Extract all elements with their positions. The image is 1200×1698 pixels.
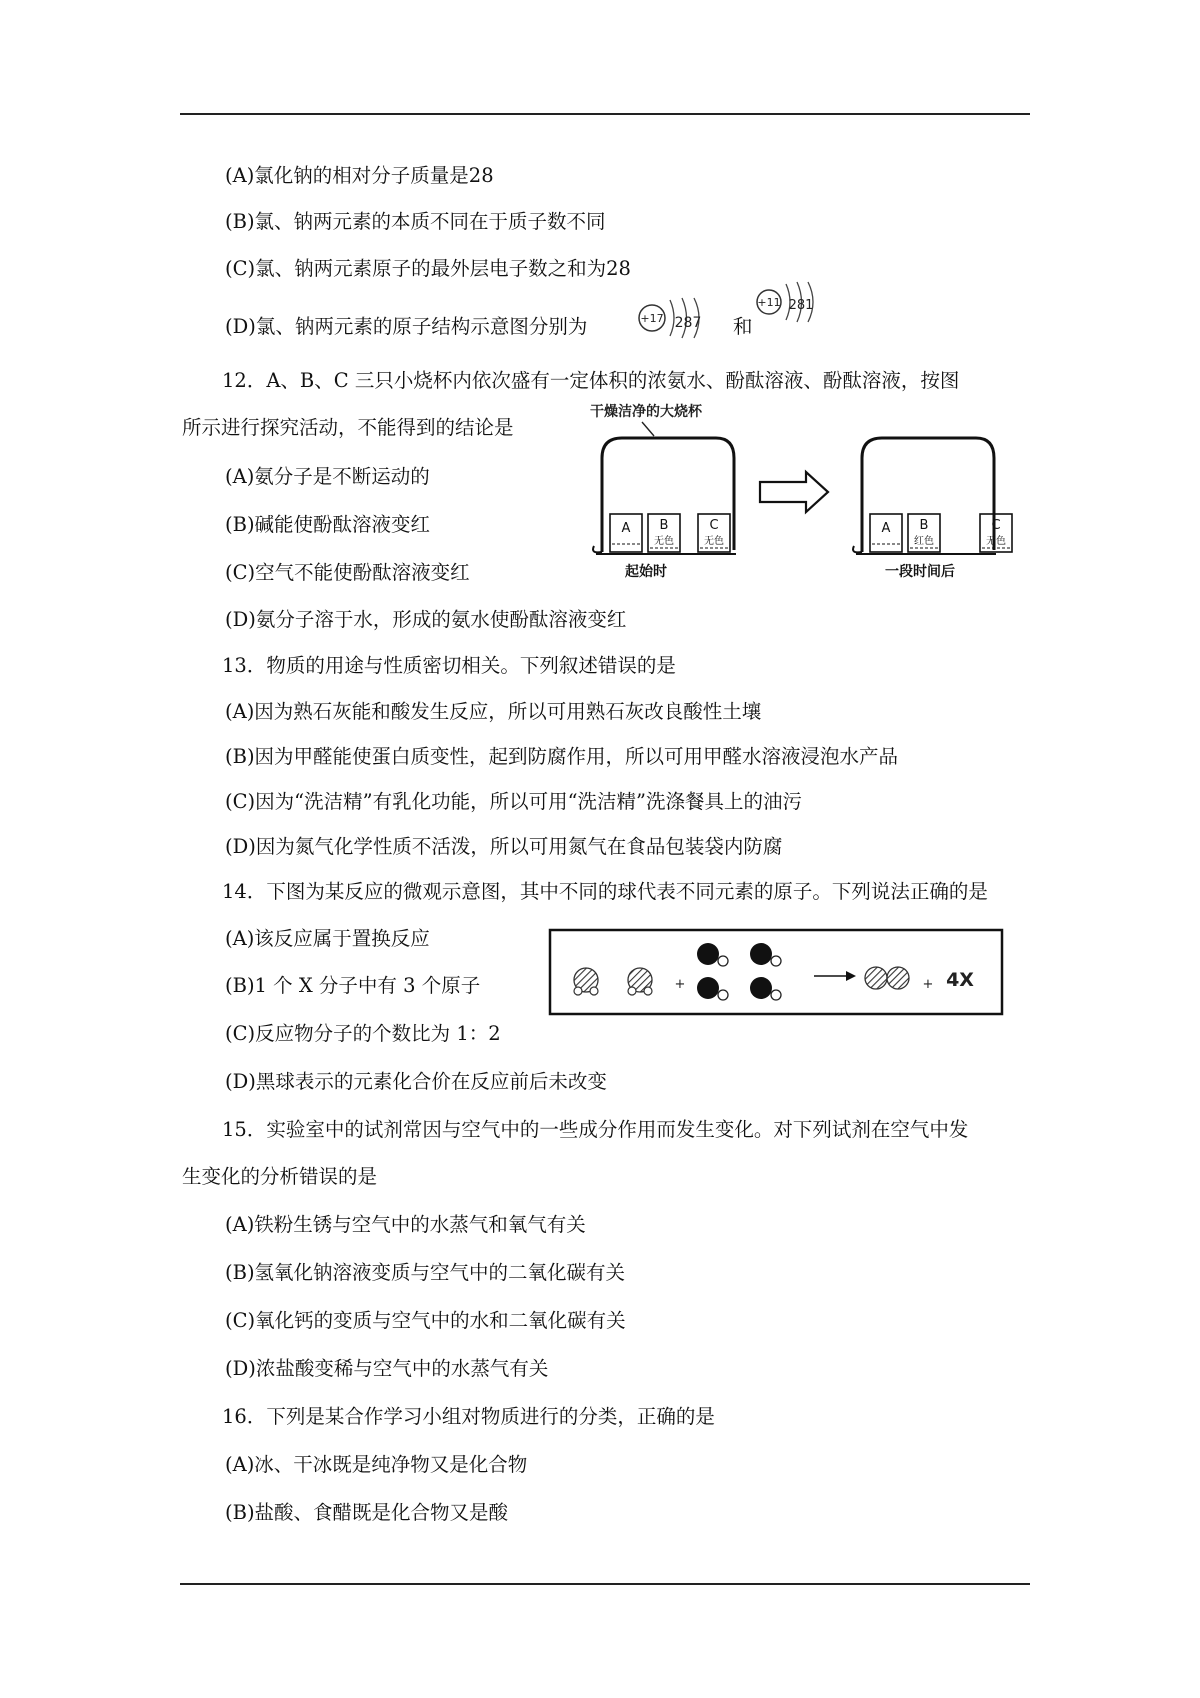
- beaker-b-label-after: B: [919, 518, 929, 533]
- q13-stem: 13．物质的用途与性质密切相关。下列叙述错误的是: [222, 654, 676, 677]
- q14-stem: 14．下图为某反应的微观示意图，其中不同的球代表不同元素的原子。下列说法正确的是: [222, 880, 988, 903]
- reaction-arrow-icon: [846, 971, 856, 981]
- q16-option-b: (B)盐酸、食醋既是化合物又是酸: [225, 1501, 509, 1524]
- black-molecule-4: [750, 977, 781, 1000]
- beaker-b-color-start: 无色: [654, 536, 674, 547]
- na-nucleus-label: +11: [757, 296, 781, 309]
- beaker-b-label-start: B: [659, 518, 669, 533]
- cl-shells-label: 287: [674, 315, 702, 331]
- q15-option-c: (C)氧化钙的变质与空气中的水和二氧化碳有关: [225, 1309, 626, 1332]
- plus-sign-1: +: [674, 977, 686, 992]
- caption-start: 起始时: [625, 564, 667, 580]
- cl-nucleus-label: +17: [640, 312, 664, 325]
- q15-option-d: (D)浓盐酸变稀与空气中的水蒸气有关: [225, 1357, 549, 1380]
- plus-sign-2: +: [922, 977, 934, 992]
- q16-option-a: (A)冰、干冰既是纯净物又是化合物: [225, 1453, 528, 1476]
- product-4x-label: 4X: [946, 969, 974, 991]
- reaction-micro-diagram: [548, 928, 1004, 1016]
- beaker-a-label-start: A: [621, 521, 631, 536]
- black-molecule-2: [697, 977, 728, 1000]
- q16-stem: 16．下列是某合作学习小组对物质进行的分类，正确的是: [222, 1405, 715, 1428]
- beaker-c-label-after: C: [991, 518, 1001, 533]
- q11-option-a: (A)氯化钠的相对分子质量是28: [225, 164, 494, 187]
- header-rule: [180, 113, 1030, 115]
- q15-stem-line-1: 15．实验室中的试剂常因与空气中的一些成分作用而发生变化。对下列试剂在空气中发: [222, 1118, 969, 1141]
- black-molecule-1: [697, 943, 728, 966]
- q12-stem-line-1: 12．A、B、C 三只小烧杯内依次盛有一定体积的浓氨水、酚酞溶液、酚酞溶液，按图: [222, 369, 960, 392]
- chlorine-atom-diagram: [634, 292, 714, 340]
- hatched-diatomic-product: [865, 967, 909, 989]
- q13-option-b: (B)因为甲醛能使蛋白质变性，起到防腐作用，所以可用甲醛水溶液浸泡水产品: [225, 745, 899, 768]
- hatched-molecule-1: [574, 968, 598, 995]
- footer-rule: [180, 1583, 1030, 1585]
- q12-option-d: (D)氨分子溶于水，形成的氨水使酚酞溶液变红: [225, 608, 627, 631]
- q13-option-c: (C)因为“洗洁精”有乳化功能，所以可用“洗洁精”洗涤餐具上的油污: [225, 790, 803, 813]
- hatched-molecule-2: [628, 968, 652, 995]
- q15-option-b: (B)氢氧化钠溶液变质与空气中的二氧化碳有关: [225, 1261, 626, 1284]
- q15-stem-line-2: 生变化的分析错误的是: [182, 1165, 378, 1188]
- sodium-atom-diagram: [752, 276, 824, 326]
- q13-option-a: (A)因为熟石灰能和酸发生反应，所以可用熟石灰改良酸性土壤: [225, 700, 762, 723]
- beaker-c-label-start: C: [709, 518, 719, 533]
- q14-option-c: (C)反应物分子的个数比为 1：2: [225, 1022, 501, 1045]
- q12-option-a: (A)氨分子是不断运动的: [225, 465, 430, 488]
- q13-option-d: (D)因为氮气化学性质不活泼，所以可用氮气在食品包装袋内防腐: [225, 835, 783, 858]
- q11-option-d: (D)氯、钠两元素的原子结构示意图分别为: [225, 315, 588, 338]
- q14-option-b: (B)1 个 X 分子中有 3 个原子: [225, 974, 481, 997]
- black-molecule-3: [750, 943, 781, 966]
- q14-option-d: (D)黑球表示的元素化合价在反应前后未改变: [225, 1070, 607, 1093]
- q12-stem-line-2: 所示进行探究活动，不能得到的结论是: [182, 416, 514, 439]
- q14-option-a: (A)该反应属于置换反应: [225, 927, 430, 950]
- beaker-c-color-after: 无色: [986, 536, 1006, 547]
- q15-option-a: (A)铁粉生锈与空气中的水蒸气和氧气有关: [225, 1213, 586, 1236]
- q11-option-b: (B)氯、钠两元素的本质不同在于质子数不同: [225, 210, 606, 233]
- beaker-b-color-after: 红色: [914, 536, 934, 547]
- q11-option-c: (C)氯、钠两元素原子的最外层电子数之和为28: [225, 257, 631, 280]
- ammonia-experiment-figure: [584, 398, 1024, 588]
- q12-option-b: (B)碱能使酚酞溶液变红: [225, 513, 431, 536]
- beaker-a-label-after: A: [881, 521, 891, 536]
- caption-after: 一段时间后: [885, 564, 955, 580]
- arrow-icon: [760, 472, 828, 512]
- na-shells-label: 281: [788, 298, 814, 313]
- q12-option-c: (C)空气不能使酚酞溶液变红: [225, 561, 470, 584]
- big-beaker-label: 干燥洁净的大烧杯: [590, 404, 702, 420]
- q11-and-text: 和: [733, 315, 753, 338]
- beaker-c-color-start: 无色: [704, 536, 724, 547]
